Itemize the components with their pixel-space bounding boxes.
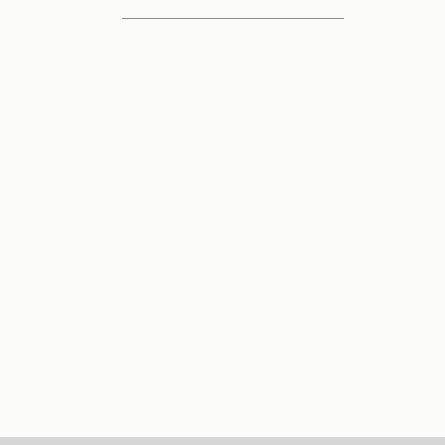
page-footer-band [0,437,445,445]
running-header [122,3,344,17]
header-rule [122,18,344,19]
